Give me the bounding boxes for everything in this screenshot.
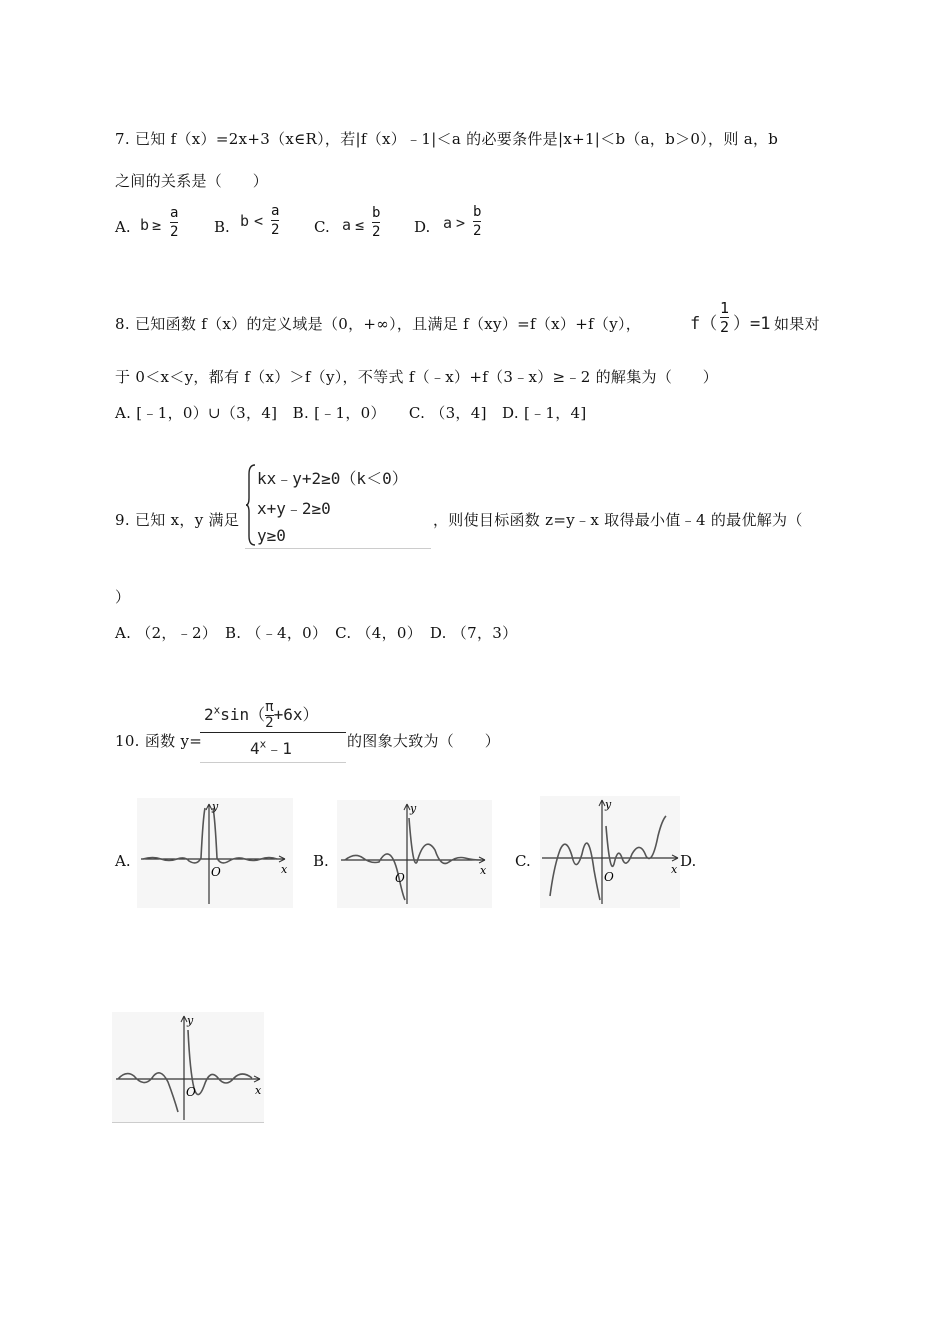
q7-option-b-den: 2 bbox=[271, 222, 280, 238]
q9-system bbox=[245, 462, 431, 549]
divider bbox=[112, 1122, 264, 1123]
q8-line1-tail: 如果对 bbox=[774, 315, 820, 333]
q10-numerator bbox=[204, 700, 319, 731]
q10-graph-a bbox=[137, 798, 293, 908]
q7-option-b-op: < bbox=[254, 212, 264, 230]
q7-option-d-fraction bbox=[473, 204, 481, 239]
q10-graph-d bbox=[112, 1012, 264, 1122]
curve bbox=[143, 808, 277, 863]
q8-f-num: 1 bbox=[720, 299, 730, 317]
x-axis-label: x bbox=[281, 863, 288, 876]
q9-line2: ） bbox=[115, 588, 131, 606]
origin-label: O bbox=[395, 871, 405, 885]
q10-den-exp: x bbox=[259, 737, 267, 751]
q8-line1: 8. 已知函数 f（x）的定义域是（0，+∞），且满足 f（xy）=f（x）+f（y）， bbox=[115, 315, 642, 333]
fraction-bar bbox=[200, 732, 346, 733]
fraction-bar bbox=[372, 222, 380, 223]
q8-line2: 于 0＜x＜y，都有 f（x）＞f（y），不等式 f（﹣x）+f（3﹣x）≥﹣2 的解集为（ ） bbox=[115, 368, 719, 386]
q7-option-a-op: ≥ bbox=[152, 216, 162, 234]
q8-f-suffix: ）=1 bbox=[733, 314, 771, 334]
q7-option-a-fraction bbox=[170, 205, 178, 240]
q8-f-den: 2 bbox=[720, 318, 730, 336]
q10-prefix: 10. 函数 y= bbox=[115, 732, 203, 750]
curve bbox=[345, 818, 481, 900]
q10-num-pi: π bbox=[265, 699, 274, 715]
origin-label: O bbox=[604, 870, 614, 884]
q9-constraint-3: y≥0 bbox=[257, 526, 286, 545]
q10-fraction bbox=[200, 690, 346, 763]
q7-option-c-label: C. bbox=[314, 218, 330, 236]
q10-num-tail: +6x） bbox=[273, 705, 319, 724]
q7-option-b-fraction bbox=[271, 203, 279, 238]
q10-option-d-label: D. bbox=[680, 852, 697, 870]
curve bbox=[118, 1030, 252, 1112]
q7-option-b-label: B. bbox=[214, 218, 230, 236]
q7-option-b-lhs: b bbox=[240, 212, 250, 230]
left-brace-icon bbox=[245, 462, 257, 548]
q10-den-tail: ﹣1 bbox=[266, 739, 292, 758]
q7-option-d-lhs: a bbox=[443, 214, 453, 232]
fraction-bar bbox=[473, 221, 481, 222]
q9-constraint-2: x+y﹣2≥0 bbox=[257, 499, 331, 518]
q7-option-a-num: a bbox=[170, 205, 179, 221]
q10-graph-b bbox=[337, 800, 492, 908]
fraction-bar bbox=[170, 222, 178, 223]
q7-option-d-num: b bbox=[473, 204, 482, 220]
q10-option-a-label: A. bbox=[115, 852, 131, 870]
q10-pi-den: 2 bbox=[265, 715, 274, 731]
y-axis-label: y bbox=[410, 802, 417, 815]
y-axis-label: y bbox=[605, 798, 612, 811]
q9-constraint-1: kx﹣y+2≥0（k＜0） bbox=[257, 469, 408, 488]
q8-f-fraction bbox=[720, 300, 729, 335]
q10-graph-c bbox=[540, 796, 680, 908]
q9-prefix: 9. 已知 x，y 满足 bbox=[115, 511, 240, 529]
origin-label: O bbox=[186, 1085, 196, 1099]
fraction-bar bbox=[271, 220, 279, 221]
x-axis-label: x bbox=[255, 1084, 262, 1097]
q7-line2: 之间的关系是（ ） bbox=[115, 172, 269, 190]
y-axis-label: y bbox=[187, 1014, 194, 1027]
q7-option-a-lhs: b bbox=[140, 216, 150, 234]
origin-label: O bbox=[211, 865, 221, 879]
q7-option-c-fraction bbox=[372, 205, 380, 240]
q10-pi-fraction bbox=[265, 700, 273, 731]
q7-option-d-label: D. bbox=[414, 218, 431, 236]
q7-option-b-num: a bbox=[271, 203, 280, 219]
y-axis-label: y bbox=[212, 800, 219, 813]
q10-option-c-label: C. bbox=[515, 852, 531, 870]
q7-option-c-den: 2 bbox=[372, 224, 381, 240]
q7-line1: 7. 已知 f（x）=2x+3（x∈R），若|f（x）﹣1|＜a 的必要条件是|x+1|＜b（a，b＞0），则 a，b bbox=[115, 130, 779, 148]
q10-num-exp: x bbox=[213, 703, 221, 717]
q7-option-a-den: 2 bbox=[170, 224, 179, 240]
q10-num-sin: sin（ bbox=[220, 705, 266, 724]
q10-num-base: 2 bbox=[204, 705, 214, 724]
q7-option-c-lhs: a bbox=[342, 216, 352, 234]
x-axis-label: x bbox=[480, 864, 487, 877]
q9-suffix: ，则使目标函数 z=y﹣x 取得最小值﹣4 的最优解为（ bbox=[433, 511, 803, 529]
q7-option-d-den: 2 bbox=[473, 223, 482, 239]
q10-suffix: 的图象大致为（ ） bbox=[347, 732, 501, 750]
q10-den-base: 4 bbox=[250, 739, 260, 758]
q7-option-a-label: A. bbox=[115, 218, 131, 236]
q10-option-b-label: B. bbox=[313, 852, 329, 870]
q8-options: A. [﹣1，0）∪（3，4] B. [﹣1，0） C. （3，4] D. [﹣1，4] bbox=[115, 404, 587, 422]
x-axis-label: x bbox=[671, 863, 678, 876]
q7-option-c-num: b bbox=[372, 205, 381, 221]
q8-f-prefix: f（ bbox=[690, 314, 718, 334]
q10-denominator bbox=[250, 736, 292, 759]
q7-option-c-op: ≤ bbox=[355, 216, 365, 234]
q9-options: A. （2，﹣2） B. （﹣4，0） C. （4，0） D. （7，3） bbox=[115, 624, 518, 642]
q7-option-d-op: > bbox=[456, 214, 466, 232]
